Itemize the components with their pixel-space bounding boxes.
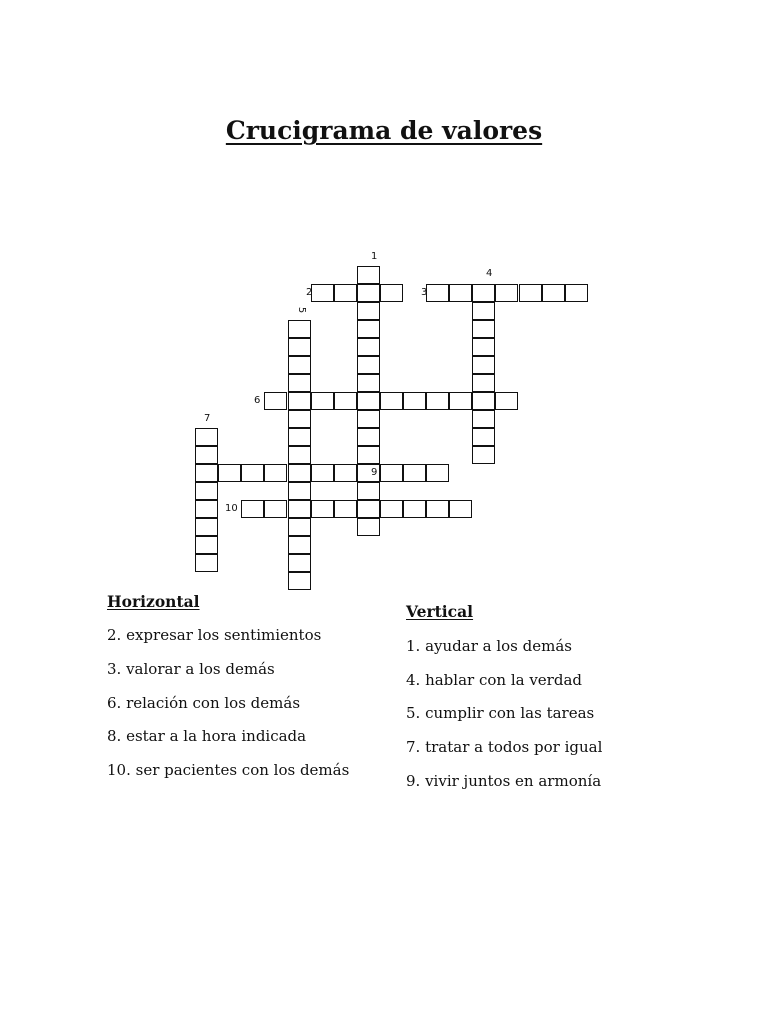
clue-number-10: 10 bbox=[225, 503, 238, 514]
crossword-cell[interactable] bbox=[195, 536, 218, 554]
crossword-cell[interactable] bbox=[288, 482, 311, 500]
crossword-cell[interactable] bbox=[472, 302, 495, 320]
horizontal-clue-8: 8. estar a la hora indicada bbox=[107, 727, 307, 745]
page-title: Crucigrama de valores bbox=[225, 116, 543, 145]
clue-number-9: 9 bbox=[371, 467, 378, 478]
crossword-cell[interactable] bbox=[195, 482, 218, 500]
crossword-cell[interactable] bbox=[288, 572, 311, 590]
vertical-clue-1: 1. ayudar a los demás bbox=[406, 637, 572, 655]
crossword-cell[interactable] bbox=[195, 446, 218, 464]
crossword-cell[interactable] bbox=[288, 320, 311, 338]
crossword-cell[interactable] bbox=[472, 374, 495, 392]
crossword-cell[interactable] bbox=[241, 464, 264, 482]
crossword-cell[interactable] bbox=[264, 392, 287, 410]
clue-number-4: 4 bbox=[486, 268, 493, 279]
crossword-cell[interactable] bbox=[195, 428, 218, 446]
crossword-cell[interactable] bbox=[311, 284, 334, 302]
clue-number-6: 6 bbox=[254, 395, 261, 406]
crossword-cell[interactable] bbox=[357, 356, 380, 374]
crossword-cell[interactable] bbox=[357, 338, 380, 356]
crossword-cell[interactable] bbox=[472, 392, 495, 410]
clue-number-5: 5 bbox=[296, 306, 308, 314]
crossword-cell[interactable] bbox=[334, 392, 357, 410]
crossword-cell[interactable] bbox=[288, 356, 311, 374]
crossword-cell[interactable] bbox=[449, 392, 472, 410]
crossword-cell[interactable] bbox=[357, 446, 380, 464]
crossword-cell[interactable] bbox=[472, 428, 495, 446]
crossword-cell[interactable] bbox=[472, 446, 495, 464]
crossword-cell[interactable] bbox=[449, 500, 472, 518]
crossword-cell[interactable] bbox=[449, 284, 472, 302]
crossword-cell[interactable] bbox=[357, 302, 380, 320]
crossword-cell[interactable] bbox=[334, 284, 357, 302]
horizontal-clues bbox=[107, 592, 397, 792]
crossword-cell[interactable] bbox=[195, 500, 218, 518]
crossword-cell[interactable] bbox=[426, 392, 449, 410]
crossword-cell[interactable] bbox=[472, 338, 495, 356]
vertical-heading: Vertical bbox=[406, 602, 474, 621]
horizontal-clue-3: 3. valorar a los demás bbox=[107, 660, 275, 678]
crossword-cell[interactable] bbox=[426, 464, 449, 482]
crossword-cell[interactable] bbox=[472, 284, 495, 302]
clue-number-7: 7 bbox=[204, 413, 211, 424]
crossword-cell[interactable] bbox=[357, 500, 380, 518]
crossword-cell[interactable] bbox=[357, 284, 380, 302]
vertical-clue-9: 9. vivir juntos en armonía bbox=[406, 772, 602, 790]
clue-number-2: 2 bbox=[306, 287, 313, 298]
crossword-cell[interactable] bbox=[565, 284, 588, 302]
crossword-cell[interactable] bbox=[472, 410, 495, 428]
crossword-cell[interactable] bbox=[357, 392, 380, 410]
crossword-cell[interactable] bbox=[195, 554, 218, 572]
crossword-cell[interactable] bbox=[334, 500, 357, 518]
crossword-cell[interactable] bbox=[519, 284, 542, 302]
crossword-cell[interactable] bbox=[403, 464, 426, 482]
crossword-cell[interactable] bbox=[357, 410, 380, 428]
crossword-cell[interactable] bbox=[288, 518, 311, 536]
crossword-cell[interactable] bbox=[403, 392, 426, 410]
crossword-cell[interactable] bbox=[288, 536, 311, 554]
crossword-cell[interactable] bbox=[288, 464, 311, 482]
crossword-cell[interactable] bbox=[241, 500, 264, 518]
crossword-cell[interactable] bbox=[288, 410, 311, 428]
crossword-cell[interactable] bbox=[357, 518, 380, 536]
crossword-cell[interactable] bbox=[542, 284, 565, 302]
crossword-cell[interactable] bbox=[357, 482, 380, 500]
horizontal-clue-10: 10. ser pacientes con los demás bbox=[107, 761, 350, 779]
crossword-cell[interactable] bbox=[495, 284, 518, 302]
crossword-cell[interactable] bbox=[495, 392, 518, 410]
vertical-clues bbox=[406, 602, 696, 802]
crossword-cell[interactable] bbox=[288, 392, 311, 410]
crossword-cell[interactable] bbox=[357, 320, 380, 338]
crossword-cell[interactable] bbox=[288, 338, 311, 356]
crossword-cell[interactable] bbox=[288, 446, 311, 464]
crossword-cell[interactable] bbox=[288, 500, 311, 518]
crossword-cell[interactable] bbox=[334, 464, 357, 482]
crossword-cell[interactable] bbox=[264, 500, 287, 518]
crossword-cell[interactable] bbox=[403, 500, 426, 518]
crossword-cell[interactable] bbox=[264, 464, 287, 482]
crossword-cell[interactable] bbox=[380, 284, 403, 302]
crossword-cell[interactable] bbox=[357, 428, 380, 446]
clue-number-1: 1 bbox=[371, 251, 378, 262]
crossword-cell[interactable] bbox=[311, 392, 334, 410]
crossword-cell[interactable] bbox=[288, 428, 311, 446]
crossword-cell[interactable] bbox=[472, 320, 495, 338]
horizontal-clue-2: 2. expresar los sentimientos bbox=[107, 626, 322, 644]
horizontal-heading: Horizontal bbox=[107, 592, 200, 611]
crossword-cell[interactable] bbox=[426, 500, 449, 518]
crossword-cell[interactable] bbox=[380, 392, 403, 410]
crossword-cell[interactable] bbox=[357, 266, 380, 284]
crossword-cell[interactable] bbox=[357, 374, 380, 392]
crossword-cell[interactable] bbox=[218, 464, 241, 482]
crossword-cell[interactable] bbox=[472, 356, 495, 374]
clue-number-3: 3 bbox=[421, 287, 428, 298]
crossword-cell[interactable] bbox=[426, 284, 449, 302]
vertical-clue-4: 4. hablar con la verdad bbox=[406, 671, 583, 689]
crossword-cell[interactable] bbox=[195, 518, 218, 536]
crossword-cell[interactable] bbox=[311, 464, 334, 482]
crossword-cell[interactable] bbox=[288, 374, 311, 392]
crossword-cell[interactable] bbox=[380, 464, 403, 482]
crossword-cell[interactable] bbox=[288, 554, 311, 572]
horizontal-clue-6: 6. relación con los demás bbox=[107, 694, 301, 712]
vertical-clue-7: 7. tratar a todos por igual bbox=[406, 738, 603, 756]
vertical-clue-5: 5. cumplir con las tareas bbox=[406, 704, 595, 722]
crossword-cell[interactable] bbox=[380, 500, 403, 518]
crossword-cell[interactable] bbox=[311, 500, 334, 518]
crossword-cell[interactable] bbox=[195, 464, 218, 482]
